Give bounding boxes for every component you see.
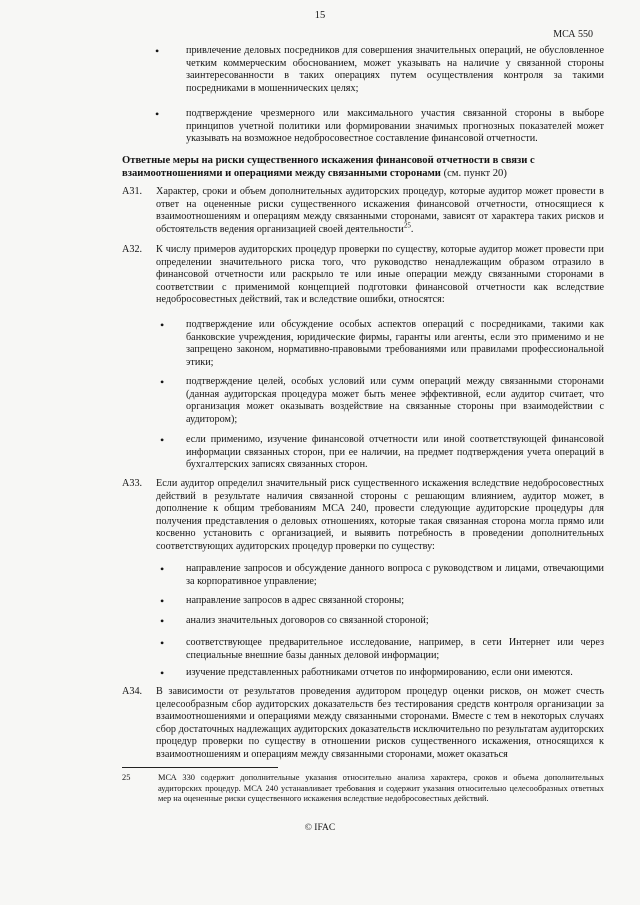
paragraph-number: A31. — [122, 186, 143, 197]
copyright: © IFAC — [304, 823, 336, 833]
bullet-marker: • — [160, 614, 165, 628]
footnote-reference: 25 — [403, 221, 411, 230]
list-item: привлечение деловых посредников для совершения значительных операций, не обусловленное четким коммерческим обоснованием, может указывать на наличие у связанной стороны заинтересованности в таких операциях путем осуществления контроля за такими посредниками в мошеннических целях; — [186, 45, 604, 94]
footnote-divider — [122, 767, 278, 768]
bullet-marker: • — [160, 666, 165, 680]
section-heading-text: Ответные меры на риски существенного искажения финансовой отчетности в связи с взаимоотношениями и операциями между связанными сторонами — [122, 155, 535, 179]
list-item: направление запросов в адрес связанной стороны; — [186, 595, 405, 606]
list-item: направление запросов и обсуждение данного вопроса с руководством и лицами, отвечающими за корпоративное управление; — [186, 563, 604, 587]
paragraph-a31-end: . — [410, 223, 414, 235]
paragraph-a32: К числу примеров аудиторских процедур проверки по существу, которые аудитор может провести при определении значительного риска того, что руководство ненадлежащим образом отразило в финансовой отчетности или раскрыло те или иные операции между связанными сторонами в соответствии с применимой концепцией подготовки финансовой отчетности как вследствие недобросовестных действий, так и вследствие ошибки, относятся: — [156, 244, 604, 306]
list-item: анализ значительных договоров со связанной стороной; — [186, 615, 429, 626]
bullet-marker: • — [160, 318, 165, 332]
bullet-marker: • — [160, 433, 165, 447]
list-item: подтверждение целей, особых условий или сумм операций между связанными сторонами (данная аудиторская процедура может быть менее эффективной, если аудитор считает, что организация может оказывать воздействие на связанные стороны при взаимодействии с аудитором); — [186, 376, 604, 425]
paragraph-a31-text: Характер, сроки и объем дополнительных аудиторских процедур, которые аудитор может провести в ответ на оцененные риски существенного искажения финансовой отчетности, относящиеся к взаимоотношениям и операциям между связанными сторонами, зависят от характера таких рисков и обстоятельств ведения организацией своей деятельности — [156, 186, 604, 235]
document-code: МСА 550 — [553, 29, 593, 40]
paragraph-number: A33. — [122, 478, 143, 489]
section-heading-ref: (см. пункт 20) — [443, 168, 507, 179]
paragraph-number: A32. — [122, 244, 143, 255]
paragraph-a34: В зависимости от результатов проведения аудитором процедур оценки рисков, он может счесть целесообразным сбор аудиторских доказательств без тестирования средств контроля организации за взаимоотношениями и операциями между связанными сторонами. Вместе с тем в некоторых случаях сбор достаточных надлежащих аудиторских доказательств исключительно по результатам аудиторских процедур проверки по существу в отношении рисков существенного искажения, относящихся к взаимоотношениям и операциям между связанными сторонами, может оказаться — [156, 686, 604, 760]
bullet-marker: • — [160, 594, 165, 608]
bullet-marker: • — [160, 562, 165, 576]
bullet-marker: • — [160, 375, 165, 389]
footnote-text: МСА 330 содержит дополнительные указания относительно анализа характера, сроков и объема дополнительных аудиторских процедур. МСА 240 устанавливает требования и содержит указания относительно целесообразных ответных мер на оцененные риски существенного искажения вследствие недобросовестных действий. — [158, 773, 604, 804]
paragraph-a31 — [156, 186, 604, 236]
section-heading — [122, 154, 604, 180]
list-item: если применимо, изучение финансовой отчетности или иной соответствующей финансовой информации связанных сторон, при ее наличии, на предмет подтверждения учета операций в бухгалтерских записях связанных сторон. — [186, 434, 604, 471]
footnote-number: 25 — [122, 773, 131, 782]
list-item: изучение представленных работниками отчетов по информированию, если они имеются. — [186, 667, 573, 678]
list-item: подтверждение чрезмерного или максимального участия связанной стороны в выборе принципов учетной политики или формировании значимых прогнозных показателей может указывать на возможное недобросовестное составление финансовой отчетности. — [186, 108, 604, 145]
list-item: соответствующее предварительное исследование, например, в сети Интернет или через специальные внешние базы данных деловой информации; — [186, 637, 604, 661]
list-item: подтверждение или обсуждение особых аспектов операций с посредниками, такими как банковские учреждения, юридические фирмы, гаранты или агенты, если это применимо и не запрещено законом, нормативно-правовыми требованиями или правилами профессиональной этики; — [186, 319, 604, 368]
paragraph-a33: Если аудитор определил значительный риск существенного искажения вследствие недобросовестных действий в результате наличия связанной стороны с решающим влиянием, аудитор может, в дополнение к общим требованиям МСА 240, провести следующие аудиторские процедуры для получения представления о деловых отношениях, которые такая связанная сторона могла прямо или косвенно установить с организацией, и выявить потребность в проведении дополнительных соответствующих аудиторских процедур проверки по существу: — [156, 478, 604, 552]
bullet-marker: • — [155, 44, 160, 58]
bullet-marker: • — [155, 107, 160, 121]
page-number: 15 — [314, 10, 326, 21]
bullet-marker: • — [160, 636, 165, 650]
paragraph-number: A34. — [122, 686, 143, 697]
